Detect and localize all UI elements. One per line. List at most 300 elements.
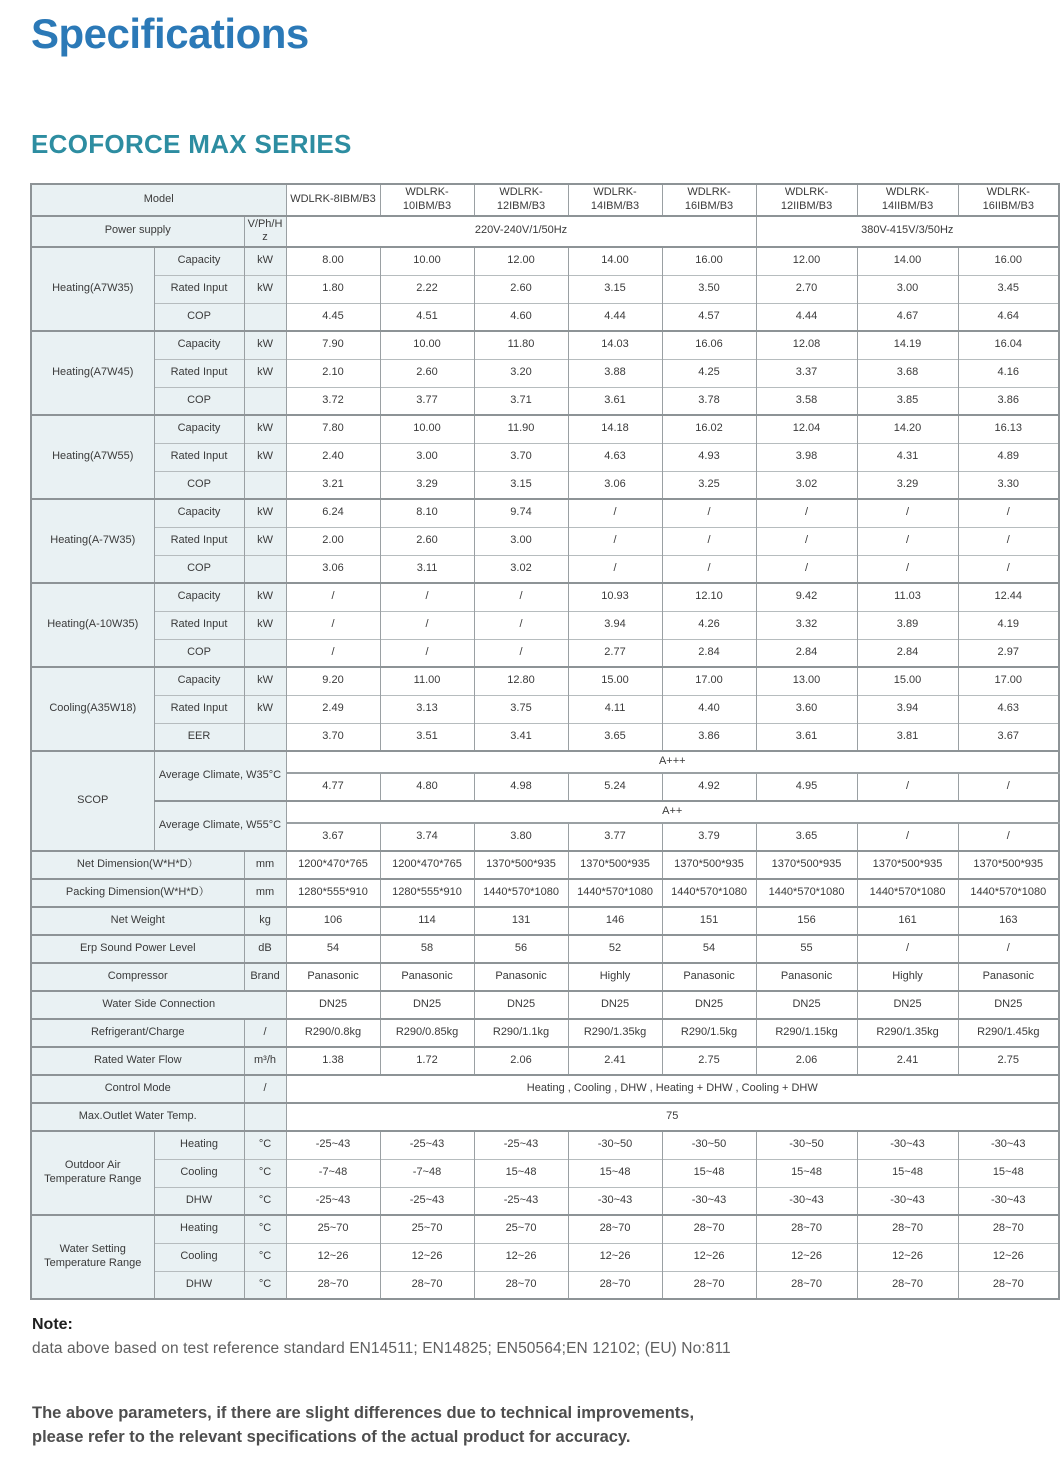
value-cell: 12~26	[474, 1243, 568, 1271]
value-cell: -7~48	[286, 1159, 380, 1187]
table-row	[31, 1159, 1059, 1187]
table-row	[31, 387, 1059, 415]
value-cell: -30~50	[662, 1131, 756, 1159]
value-cell: 12.10	[662, 583, 756, 611]
unit-cell: kW	[244, 583, 286, 611]
value-cell: -30~43	[568, 1187, 662, 1215]
value-cell: 3.81	[857, 723, 958, 751]
value-cell: 10.00	[380, 415, 474, 443]
group-label: Water Setting Temperature Range	[31, 1215, 154, 1299]
value-cell: 2.06	[756, 1047, 857, 1075]
value-cell: /	[568, 527, 662, 555]
value-cell: -30~50	[568, 1131, 662, 1159]
value-cell: 14.03	[568, 331, 662, 359]
sub-label: Average Climate, W55°C	[154, 801, 286, 851]
value-cell: 3.30	[958, 471, 1059, 499]
value-cell: 3.72	[286, 387, 380, 415]
table-row	[31, 443, 1059, 471]
value-cell: 12~26	[756, 1243, 857, 1271]
value-cell: 4.80	[380, 773, 474, 801]
model-header-cell: WDLRK-12IIBM/B3	[756, 184, 857, 216]
value-cell: DN25	[756, 991, 857, 1019]
value-cell: 3.11	[380, 555, 474, 583]
value-cell: /	[857, 527, 958, 555]
row-label: Control Mode	[31, 1075, 244, 1103]
value-cell: 25~70	[474, 1215, 568, 1243]
value-cell: 1370*500*935	[756, 851, 857, 879]
value-cell: 3.74	[380, 823, 474, 851]
value-cell: 3.67	[286, 823, 380, 851]
unit-cell: mm	[244, 879, 286, 907]
value-cell: 15.00	[857, 667, 958, 695]
value-cell: 16.00	[958, 247, 1059, 275]
value-cell: 12.44	[958, 583, 1059, 611]
value-cell: 28~70	[474, 1271, 568, 1299]
value-cell: 4.45	[286, 303, 380, 331]
model-header-cell: WDLRK-10IBM/B3	[380, 184, 474, 216]
value-cell: 15~48	[756, 1159, 857, 1187]
value-cell: /	[474, 611, 568, 639]
value-cell: 3.70	[286, 723, 380, 751]
table-row	[31, 1019, 1059, 1047]
value-cell: 28~70	[756, 1271, 857, 1299]
value-cell: 28~70	[958, 1215, 1059, 1243]
sub-label: Capacity	[154, 667, 244, 695]
table-row	[31, 527, 1059, 555]
value-cell: 3.94	[857, 695, 958, 723]
value-cell: /	[474, 639, 568, 667]
unit-cell: kW	[244, 247, 286, 275]
value-cell: 131	[474, 907, 568, 935]
table-row	[31, 695, 1059, 723]
table-row	[31, 184, 1059, 216]
value-cell: 1370*500*935	[958, 851, 1059, 879]
value-cell: 3.32	[756, 611, 857, 639]
value-cell: 4.31	[857, 443, 958, 471]
value-cell: 3.13	[380, 695, 474, 723]
disclaimer-text	[32, 1401, 852, 1449]
model-header-cell: WDLRK-14IIBM/B3	[857, 184, 958, 216]
row-label: Packing Dimension(W*H*D）	[31, 879, 244, 907]
row-label: Net Dimension(W*H*D）	[31, 851, 244, 879]
value-cell: 4.16	[958, 359, 1059, 387]
unit-cell: kg	[244, 907, 286, 935]
value-cell: -30~43	[857, 1131, 958, 1159]
value-cell: 3.00	[474, 527, 568, 555]
value-cell: /	[958, 527, 1059, 555]
value-cell: 8.00	[286, 247, 380, 275]
energy-class-cell: A++	[286, 801, 1059, 823]
unit-cell: °C	[244, 1131, 286, 1159]
value-cell: 3.70	[474, 443, 568, 471]
model-header-cell: WDLRK-16IBM/B3	[662, 184, 756, 216]
unit-cell: kW	[244, 695, 286, 723]
sub-label: Rated Input	[154, 611, 244, 639]
value-cell: 28~70	[857, 1271, 958, 1299]
sub-label: Rated Input	[154, 359, 244, 387]
value-cell: 16.13	[958, 415, 1059, 443]
table-row	[31, 1243, 1059, 1271]
value-cell: 12.80	[474, 667, 568, 695]
value-cell: 3.65	[568, 723, 662, 751]
sub-label: DHW	[154, 1187, 244, 1215]
sub-label: Capacity	[154, 415, 244, 443]
value-cell: R290/1.1kg	[474, 1019, 568, 1047]
value-cell: 14.00	[568, 247, 662, 275]
unit-cell: kW	[244, 415, 286, 443]
value-cell: 3.45	[958, 275, 1059, 303]
unit-cell	[244, 723, 286, 751]
value-cell: 1440*570*1080	[568, 879, 662, 907]
value-cell: Panasonic	[756, 963, 857, 991]
power-supply-cell: 220V-240V/1/50Hz	[286, 216, 756, 248]
value-cell: 17.00	[662, 667, 756, 695]
table-row	[31, 1131, 1059, 1159]
value-cell: /	[857, 555, 958, 583]
unit-cell: °C	[244, 1215, 286, 1243]
value-cell: 9.74	[474, 499, 568, 527]
value-cell: -30~43	[958, 1187, 1059, 1215]
group-label: Cooling(A35W18)	[31, 667, 154, 751]
table-row	[31, 1047, 1059, 1075]
unit-cell: m³/h	[244, 1047, 286, 1075]
value-cell: 12~26	[662, 1243, 756, 1271]
value-cell: 3.02	[756, 471, 857, 499]
value-cell: -25~43	[474, 1187, 568, 1215]
value-cell: 3.61	[568, 387, 662, 415]
value-cell: 3.60	[756, 695, 857, 723]
row-label: Water Side Connection	[31, 991, 286, 1019]
value-cell: 15.00	[568, 667, 662, 695]
unit-cell	[244, 555, 286, 583]
value-cell: 15~48	[857, 1159, 958, 1187]
value-cell: R290/1.35kg	[568, 1019, 662, 1047]
row-label: Power supply	[31, 216, 244, 248]
value-cell: 3.79	[662, 823, 756, 851]
value-cell: /	[958, 555, 1059, 583]
table-row	[31, 751, 1059, 773]
value-cell: 2.60	[474, 275, 568, 303]
page-title: Specifications	[31, 10, 309, 57]
value-cell: DN25	[857, 991, 958, 1019]
value-cell: -30~43	[662, 1187, 756, 1215]
value-cell: 2.75	[958, 1047, 1059, 1075]
unit-cell	[244, 471, 286, 499]
value-cell: -30~50	[756, 1131, 857, 1159]
specifications-table	[30, 183, 1060, 1300]
value-cell: 4.26	[662, 611, 756, 639]
value-cell: 114	[380, 907, 474, 935]
value-cell: /	[380, 611, 474, 639]
value-cell: /	[857, 773, 958, 801]
model-header-cell: WDLRK-14IBM/B3	[568, 184, 662, 216]
value-cell: 146	[568, 907, 662, 935]
table-row	[31, 907, 1059, 935]
group-label: SCOP	[31, 751, 154, 851]
value-cell: Panasonic	[474, 963, 568, 991]
value-cell: 4.40	[662, 695, 756, 723]
value-cell: 3.78	[662, 387, 756, 415]
sub-label: COP	[154, 639, 244, 667]
value-cell: 1370*500*935	[568, 851, 662, 879]
value-cell: 55	[756, 935, 857, 963]
table-row	[31, 935, 1059, 963]
specifications-table-body	[31, 184, 1059, 1299]
value-cell: -7~48	[380, 1159, 474, 1187]
sub-label: COP	[154, 387, 244, 415]
value-cell: 5.24	[568, 773, 662, 801]
value-cell: 2.70	[756, 275, 857, 303]
value-cell: 2.49	[286, 695, 380, 723]
value-cell: 15~48	[958, 1159, 1059, 1187]
value-cell: 3.29	[857, 471, 958, 499]
value-cell: 1200*470*765	[286, 851, 380, 879]
value-cell: 2.84	[857, 639, 958, 667]
value-cell: 3.00	[857, 275, 958, 303]
value-cell: 4.77	[286, 773, 380, 801]
value-cell: 12~26	[958, 1243, 1059, 1271]
value-cell: Panasonic	[662, 963, 756, 991]
unit-cell: V/Ph/Hz	[244, 216, 286, 248]
value-cell: /	[380, 639, 474, 667]
value-cell: DN25	[568, 991, 662, 1019]
value-cell: 4.93	[662, 443, 756, 471]
unit-cell: kW	[244, 527, 286, 555]
value-cell: /	[286, 639, 380, 667]
value-cell: 4.63	[958, 695, 1059, 723]
value-cell: 3.67	[958, 723, 1059, 751]
value-cell: 2.40	[286, 443, 380, 471]
value-cell: 3.50	[662, 275, 756, 303]
group-label: Heating(A-7W35)	[31, 499, 154, 583]
table-row	[31, 963, 1059, 991]
value-cell: 2.10	[286, 359, 380, 387]
value-cell: 3.06	[286, 555, 380, 583]
unit-cell: /	[244, 1075, 286, 1103]
value-cell: 3.06	[568, 471, 662, 499]
value-cell: 2.41	[857, 1047, 958, 1075]
value-cell: 8.10	[380, 499, 474, 527]
table-row	[31, 801, 1059, 823]
unit-cell: °C	[244, 1159, 286, 1187]
value-cell: 4.60	[474, 303, 568, 331]
value-cell: R290/1.15kg	[756, 1019, 857, 1047]
value-cell: 151	[662, 907, 756, 935]
value-cell: 3.80	[474, 823, 568, 851]
value-cell: 3.89	[857, 611, 958, 639]
unit-cell: kW	[244, 275, 286, 303]
value-cell: /	[958, 935, 1059, 963]
table-row	[31, 247, 1059, 275]
value-cell: 3.98	[756, 443, 857, 471]
value-cell: DN25	[380, 991, 474, 1019]
sub-label: Rated Input	[154, 527, 244, 555]
value-cell: -25~43	[380, 1131, 474, 1159]
value-cell: 58	[380, 935, 474, 963]
value-cell: DN25	[286, 991, 380, 1019]
value-cell: DN25	[662, 991, 756, 1019]
unit-cell	[244, 303, 286, 331]
value-cell: /	[958, 773, 1059, 801]
value-cell: 14.19	[857, 331, 958, 359]
value-cell: Highly	[857, 963, 958, 991]
value-cell: 2.97	[958, 639, 1059, 667]
sub-label: Capacity	[154, 247, 244, 275]
unit-cell: kW	[244, 667, 286, 695]
model-header-cell: WDLRK-16IIBM/B3	[958, 184, 1059, 216]
value-cell: 1370*500*935	[662, 851, 756, 879]
sub-label: Capacity	[154, 583, 244, 611]
unit-cell: dB	[244, 935, 286, 963]
unit-cell	[244, 639, 286, 667]
value-cell: 54	[662, 935, 756, 963]
value-cell: 12.00	[474, 247, 568, 275]
value-cell: 3.15	[474, 471, 568, 499]
table-row	[31, 667, 1059, 695]
value-cell: 3.20	[474, 359, 568, 387]
value-cell: 16.04	[958, 331, 1059, 359]
value-cell: 54	[286, 935, 380, 963]
value-cell: 4.63	[568, 443, 662, 471]
value-cell: 2.06	[474, 1047, 568, 1075]
value-cell: 15~48	[568, 1159, 662, 1187]
value-cell: 4.11	[568, 695, 662, 723]
value-cell: 4.89	[958, 443, 1059, 471]
unit-cell: kW	[244, 359, 286, 387]
value-cell: 15~48	[474, 1159, 568, 1187]
model-header-cell: WDLRK-8IBM/B3	[286, 184, 380, 216]
value-cell: 4.25	[662, 359, 756, 387]
value-cell: 12.04	[756, 415, 857, 443]
value-cell: 106	[286, 907, 380, 935]
unit-cell: kW	[244, 443, 286, 471]
value-cell: 2.84	[756, 639, 857, 667]
unit-cell: mm	[244, 851, 286, 879]
sub-label: COP	[154, 471, 244, 499]
value-cell: 1.38	[286, 1047, 380, 1075]
group-label: Heating(A7W35)	[31, 247, 154, 331]
value-cell: 28~70	[380, 1271, 474, 1299]
unit-cell: Brand	[244, 963, 286, 991]
value-cell: 3.51	[380, 723, 474, 751]
value-cell: 3.65	[756, 823, 857, 851]
unit-cell: °C	[244, 1187, 286, 1215]
disclaimer-line-2: please refer to the relevant specifications of the actual product for accuracy.	[32, 1428, 631, 1446]
value-cell: 17.00	[958, 667, 1059, 695]
disclaimer-line-1: The above parameters, if there are slight differences due to technical improvements,	[32, 1404, 695, 1422]
table-row	[31, 415, 1059, 443]
value-cell: 3.75	[474, 695, 568, 723]
table-row	[31, 879, 1059, 907]
value-cell: 4.44	[756, 303, 857, 331]
value-cell: 28~70	[568, 1271, 662, 1299]
value-cell: 3.29	[380, 471, 474, 499]
value-cell: Panasonic	[958, 963, 1059, 991]
value-cell: 28~70	[958, 1271, 1059, 1299]
row-label: Model	[31, 184, 286, 216]
value-cell: /	[662, 527, 756, 555]
value-cell: 13.00	[756, 667, 857, 695]
value-cell: R290/1.35kg	[857, 1019, 958, 1047]
value-cell: -25~43	[286, 1131, 380, 1159]
value-cell: 3.94	[568, 611, 662, 639]
unit-cell: kW	[244, 611, 286, 639]
value-cell: 4.44	[568, 303, 662, 331]
value-cell: R290/1.5kg	[662, 1019, 756, 1047]
value-cell: /	[662, 499, 756, 527]
value-cell: 4.57	[662, 303, 756, 331]
value-cell: 4.95	[756, 773, 857, 801]
value-cell: 10.00	[380, 331, 474, 359]
table-row	[31, 723, 1059, 751]
value-cell: 1370*500*935	[474, 851, 568, 879]
value-cell: /	[756, 527, 857, 555]
sub-label: Average Climate, W35°C	[154, 751, 286, 801]
row-label: Refrigerant/Charge	[31, 1019, 244, 1047]
unit-cell	[244, 1103, 286, 1131]
table-row	[31, 851, 1059, 879]
value-cell: /	[756, 555, 857, 583]
value-cell: 9.20	[286, 667, 380, 695]
value-cell: /	[568, 499, 662, 527]
value-cell: 11.80	[474, 331, 568, 359]
value-cell: 3.86	[958, 387, 1059, 415]
group-label: Heating(A-10W35)	[31, 583, 154, 667]
value-cell: 2.84	[662, 639, 756, 667]
unit-cell: °C	[244, 1243, 286, 1271]
value-cell: 16.06	[662, 331, 756, 359]
row-label: Compressor	[31, 963, 244, 991]
span-value-cell: Heating , Cooling , DHW , Heating + DHW , Cooling + DHW	[286, 1075, 1059, 1103]
value-cell: 25~70	[286, 1215, 380, 1243]
value-cell: 1370*500*935	[857, 851, 958, 879]
value-cell: 163	[958, 907, 1059, 935]
value-cell: 12.00	[756, 247, 857, 275]
value-cell: 14.18	[568, 415, 662, 443]
value-cell: 16.02	[662, 415, 756, 443]
value-cell: 4.64	[958, 303, 1059, 331]
value-cell: 3.21	[286, 471, 380, 499]
value-cell: DN25	[958, 991, 1059, 1019]
value-cell: 2.60	[380, 527, 474, 555]
value-cell: 161	[857, 907, 958, 935]
sub-label: DHW	[154, 1271, 244, 1299]
table-row	[31, 216, 1059, 248]
table-row	[31, 1271, 1059, 1299]
sub-label: Cooling	[154, 1159, 244, 1187]
value-cell: -30~43	[958, 1131, 1059, 1159]
sub-label: Capacity	[154, 499, 244, 527]
value-cell: /	[380, 583, 474, 611]
value-cell: DN25	[474, 991, 568, 1019]
value-cell: 28~70	[662, 1215, 756, 1243]
value-cell: 11.90	[474, 415, 568, 443]
value-cell: 3.68	[857, 359, 958, 387]
value-cell: 1440*570*1080	[857, 879, 958, 907]
table-row	[31, 1075, 1059, 1103]
value-cell: 10.00	[380, 247, 474, 275]
series-heading: ECOFORCE MAX SERIES	[31, 129, 352, 159]
table-row	[31, 1103, 1059, 1131]
value-cell: /	[286, 611, 380, 639]
value-cell: 28~70	[568, 1215, 662, 1243]
value-cell: 3.88	[568, 359, 662, 387]
sub-label: Heating	[154, 1215, 244, 1243]
sub-label: EER	[154, 723, 244, 751]
value-cell: Panasonic	[286, 963, 380, 991]
value-cell: 9.42	[756, 583, 857, 611]
model-header-cell: WDLRK-12IBM/B3	[474, 184, 568, 216]
